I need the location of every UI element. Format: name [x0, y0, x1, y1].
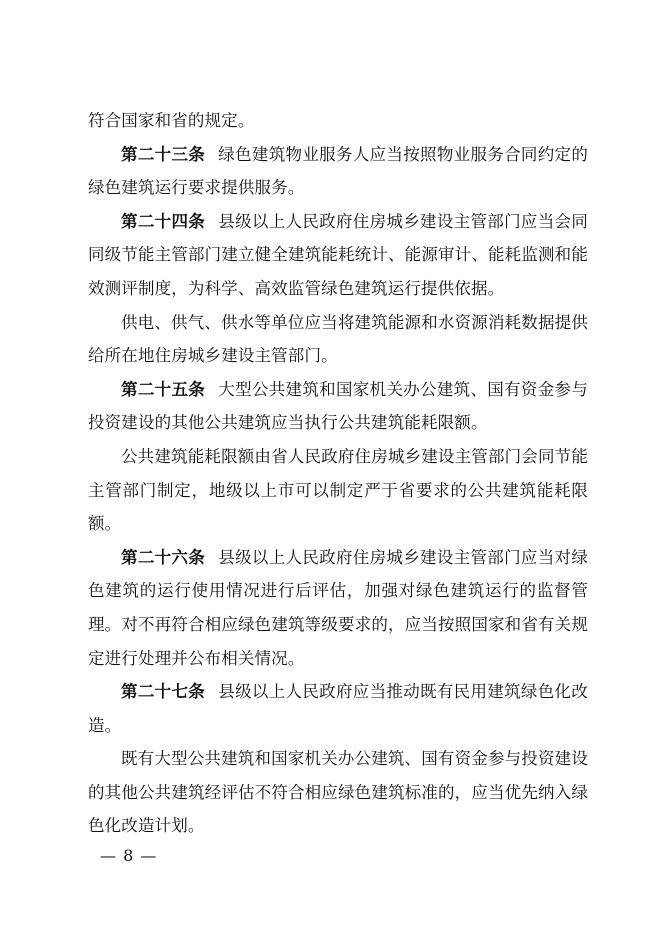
page-number: — 8 —	[100, 846, 158, 865]
paragraph	[88, 742, 588, 843]
article-number: 第二十六条	[121, 547, 206, 567]
paragraph-text: 既有大型公共建筑和国家机关办公建筑、国有资金参与投资建设的其他公共建筑经评估不符合相应绿色建筑标准的，应当优先纳入绿色化改造计划。	[88, 749, 588, 836]
article-27	[88, 675, 588, 742]
paragraph-text: 县级以上人民政府住房城乡建设主管部门应当会同同级节能主管部门建立健全建筑能耗统计、能源审计、能耗监测和能效测评制度，为科学、高效监管绿色建筑运行提供依据。	[88, 211, 588, 298]
paragraph-text: 县级以上人民政府应当推动既有民用建筑绿色化改造。	[88, 682, 588, 735]
paragraph-text: 县级以上人民政府住房城乡建设主管部门应当对绿色建筑的运行使用情况进行后评估，加强对绿色建筑运行的监督管理。对不再符合相应绿色建筑等级要求的，应当按照国家和省有关规定进行处理并公布相关情况。	[88, 547, 588, 668]
paragraph	[88, 440, 588, 541]
article-26	[88, 541, 588, 675]
article-number: 第二十五条	[121, 379, 206, 399]
article-number: 第二十三条	[121, 144, 206, 164]
document-body	[88, 104, 588, 843]
paragraph-text: 公共建筑能耗限额由省人民政府住房城乡建设主管部门会同节能主管部门制定，地级以上市可以制定严于省要求的公共建筑能耗限额。	[88, 446, 588, 534]
paragraph-text: 符合国家和省的规定。	[88, 111, 255, 130]
article-number: 第二十四条	[121, 211, 206, 231]
paragraph	[88, 306, 588, 373]
paragraph-text: 大型公共建筑和国家机关办公建筑、国有资金参与投资建设的其他公共建筑应当执行公共建筑能耗限额。	[88, 379, 588, 433]
article-number: 第二十七条	[121, 682, 206, 702]
article-24	[88, 205, 588, 306]
article-23	[88, 138, 588, 205]
article-25	[88, 373, 588, 440]
paragraph-text: 绿色建筑物业服务人应当按照物业服务合同约定的绿色建筑运行要求提供服务。	[88, 144, 588, 198]
paragraph-text: 供电、供气、供水等单位应当将建筑能源和水资源消耗数据提供给所在地住房城乡建设主管部门。	[88, 312, 588, 366]
paragraph	[88, 104, 588, 138]
